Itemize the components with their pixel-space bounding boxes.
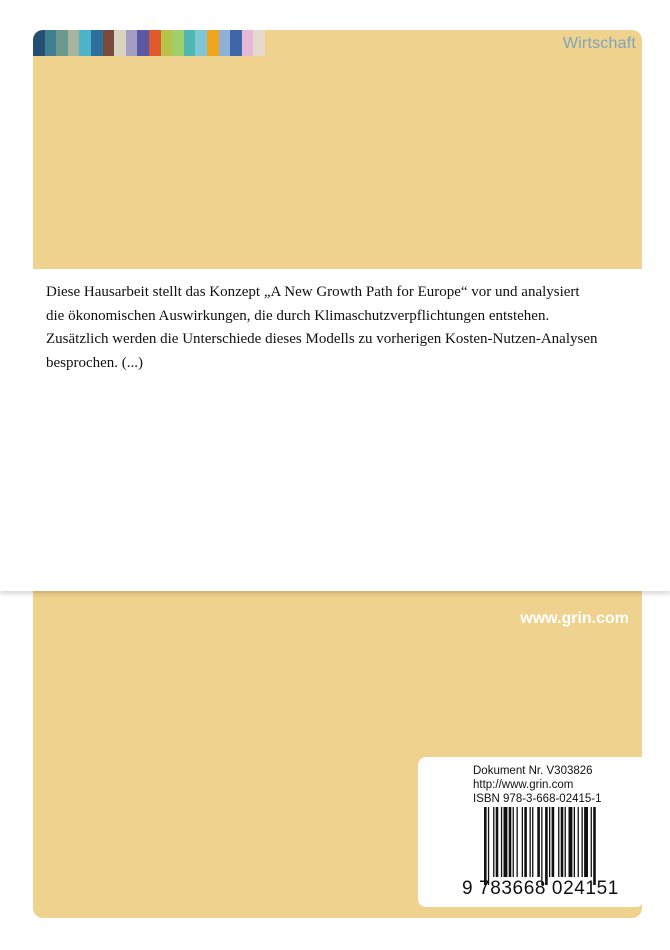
barcode-bar xyxy=(574,807,575,877)
barcode-bar xyxy=(524,807,527,877)
barcode-bar xyxy=(541,807,542,885)
category-label: Wirtschaft xyxy=(562,35,636,52)
color-stripe xyxy=(68,30,80,56)
blurb-line: besprochen. (...) xyxy=(46,354,144,371)
barcode-number: 9 783668 024151 xyxy=(462,878,619,899)
barcode-bar xyxy=(522,807,523,877)
color-stripe xyxy=(126,30,138,56)
color-stripe xyxy=(195,30,207,56)
barcode-bar xyxy=(484,807,487,885)
color-stripe xyxy=(149,30,161,56)
barcode-icon xyxy=(482,807,632,887)
color-stripe xyxy=(207,30,219,56)
blurb-line: Diese Hausarbeit stellt das Konzept „A New Growth Path for Europe“ vor und analysiert xyxy=(46,284,580,300)
barcode-bar xyxy=(582,807,583,877)
barcode-bar xyxy=(532,807,533,877)
color-stripes xyxy=(33,30,265,56)
barcode-bar xyxy=(584,807,588,877)
barcode-bar xyxy=(517,807,518,877)
color-stripe xyxy=(172,30,184,56)
barcode-bar xyxy=(561,807,564,877)
barcode-bar xyxy=(558,807,559,877)
isbn: ISBN 978-3-668-02415-1 xyxy=(473,793,602,805)
color-stripe xyxy=(230,30,242,56)
publisher-website: www.grin.com xyxy=(520,610,629,627)
blurb-text xyxy=(46,281,646,375)
barcode-bar xyxy=(565,807,566,877)
barcode-bar xyxy=(549,807,550,877)
barcode-bar xyxy=(545,807,548,885)
barcode-bar xyxy=(496,807,499,877)
barcode-bar xyxy=(552,807,555,877)
color-stripe xyxy=(242,30,254,56)
barcode-bar xyxy=(530,807,531,877)
barcode-bar xyxy=(593,807,596,885)
color-stripe xyxy=(114,30,126,56)
color-stripe xyxy=(33,30,45,56)
barcode-bar xyxy=(569,807,573,877)
color-stripe xyxy=(253,30,265,56)
blurb-line: die ökonomischen Auswirkungen, die durch Klimaschutzverpflichtungen entstehen. xyxy=(46,307,550,324)
color-stripe xyxy=(103,30,115,56)
color-stripe xyxy=(79,30,91,56)
barcode-bar xyxy=(509,807,512,877)
document-number: Dokument Nr. V303826 xyxy=(473,765,593,777)
barcode-bar xyxy=(493,807,494,877)
publisher-url: http://www.grin.com xyxy=(473,779,574,791)
barcode-bar xyxy=(591,807,592,877)
barcode-bar xyxy=(501,807,502,877)
color-stripe xyxy=(161,30,173,56)
barcode-bar xyxy=(513,807,514,877)
blurb-line: Zusätzlich werden die Unterschiede dieses Modells zu vorherigen Kosten-Nutzen-Analysen xyxy=(46,331,598,347)
color-stripe xyxy=(137,30,149,56)
barcode-bar xyxy=(578,807,579,877)
color-stripe xyxy=(45,30,57,56)
color-stripe xyxy=(91,30,103,56)
barcode-bar xyxy=(537,807,540,877)
barcode-bar xyxy=(504,807,508,877)
barcode-bar xyxy=(488,807,489,885)
color-stripe xyxy=(56,30,68,56)
color-stripe xyxy=(219,30,231,56)
color-stripe xyxy=(184,30,196,56)
